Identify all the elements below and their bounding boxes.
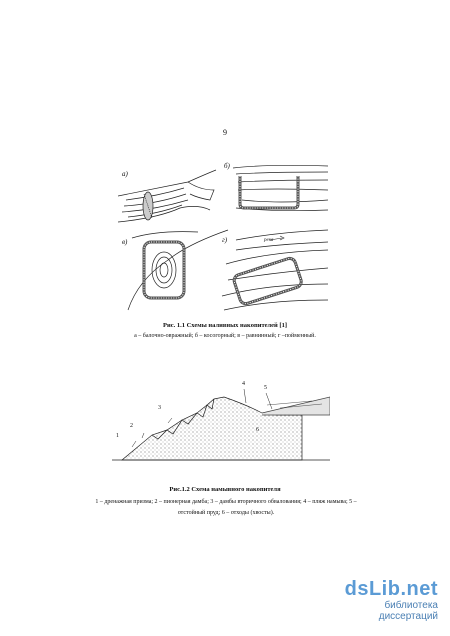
watermark[interactable] — [328, 579, 438, 622]
figure-2-drawing — [112, 375, 330, 465]
figure-2 — [112, 375, 330, 465]
panel-a-ravine — [118, 170, 216, 222]
figure-1-caption-desc: а – балочно-овражный; б – косогорный; в – равнинный; г –пойменный. — [134, 333, 316, 339]
panel-d-floodplain — [222, 230, 328, 310]
panel-c-plain — [128, 230, 228, 310]
page-number: 9 — [223, 128, 227, 137]
figure-1 — [118, 160, 328, 320]
flow-label: река — [264, 238, 274, 243]
label-4: 4 — [242, 381, 245, 387]
label-6: 6 — [256, 427, 259, 433]
label-3: 3 — [158, 405, 161, 411]
label-1: 1 — [116, 433, 119, 439]
panel-label-b: б) — [224, 162, 230, 170]
panel-b-hillside — [233, 165, 328, 210]
figure-1-caption-title: Рис. 1.1 Схемы наливных накопителей [1] — [163, 322, 287, 329]
panel-label-c: в) — [122, 238, 128, 246]
figure-2-caption-title: Рис.1.2 Схема намывного накопителя — [169, 486, 281, 493]
figure-2-caption-desc: 1 – дренажная призма; 2 – пионерная дамба; 3 – дамбы вторичного обвалования; 4 – пляж намыва; 5 – отстойный пруд; 6 – отходы (хвосты). — [95, 499, 357, 516]
label-5: 5 — [264, 385, 267, 391]
panel-label-a: а) — [122, 170, 128, 178]
panel-label-d: г) — [222, 236, 228, 244]
watermark-subtitle: библиотека диссертаций — [378, 600, 438, 622]
watermark-logo: dsLib.net — [344, 578, 438, 600]
label-2: 2 — [130, 423, 133, 429]
